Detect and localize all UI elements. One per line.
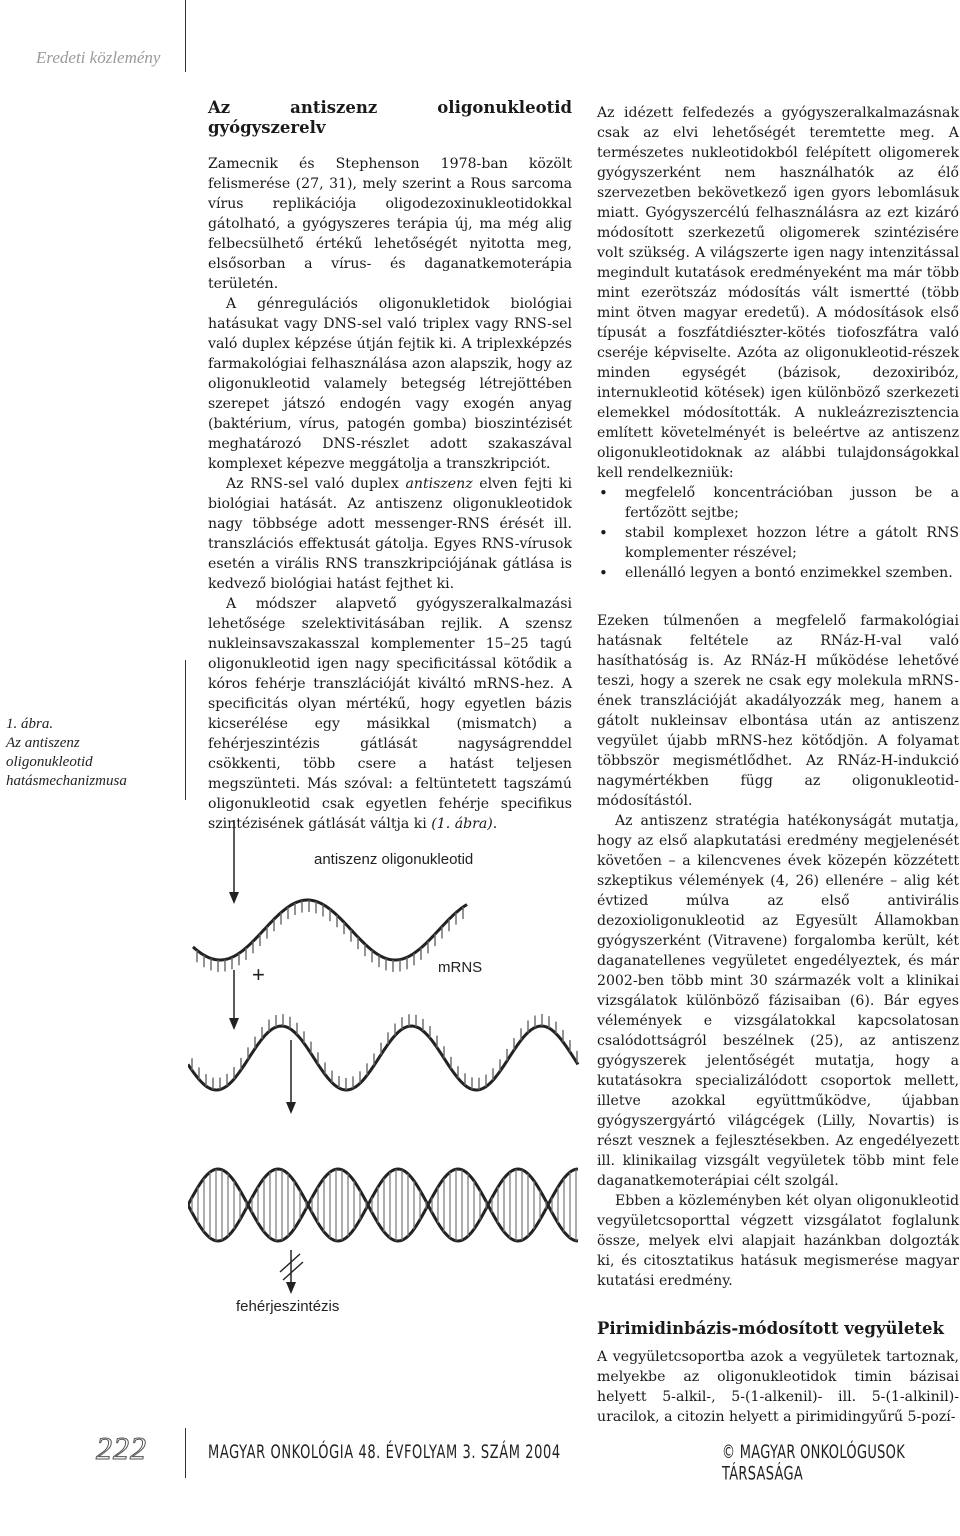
list-item: • stabil komplexet hozzon létre a gátolt RNS komplementer részével; bbox=[625, 523, 959, 563]
list-item: • ellenálló legyen a bontó enzimekkel szemben. bbox=[625, 563, 959, 583]
paragraph: Ezeken túlmenően a megfelelő farmakológiai hatásnak feltétele az RNáz-H-val való hasíthatóság is. Az RNáz-H működése lehetővé teszi, hogy a szerek ne csak egy molekula mRNS-ének transzlációját akadályozzák meg, hanem a gátolt nukleinsav elbontása után az antiszenz vegyület újabb mRNS-hez kötődjön. A folyamat többször megismétlődhet. Az RNáz-H-indukció nagymértékben függ az oligonukleotid-módosítástól. bbox=[597, 613, 959, 809]
antisense-mechanism-figure bbox=[188, 810, 583, 1400]
paragraph: Zamecnik és Stephenson 1978-ban közölt felismerése (27, 31), mely szerint a Rous sarcoma vírus replikációja oligodezoxinukleotidokkal gátolható, a gyógyszeres terápia új, ma még alig felbecsülhető értékű lehetőségét nyitotta meg, elsősorban a vírus- és daganatkemoterápia területén. bbox=[208, 156, 572, 292]
paragraph: Az RNS-sel való duplex antiszenz elven fejti ki biológiai hatását. Az antiszenz oligonukleotidok nagy többsége adott messenger-RNS érését ill. transzlációs effektusát gátolja. Egyes RNS-vírusok esetén a virális RNS transzkripciójának gátlása is kedvező biológiai hatást fejthet ki. bbox=[208, 476, 572, 592]
label-protein-synthesis: fehérjeszintézis bbox=[236, 1298, 340, 1315]
arrow-down-icon bbox=[229, 820, 239, 904]
bullet-list bbox=[597, 483, 959, 583]
middle-column bbox=[208, 98, 572, 834]
copyright: © MAGYAR ONKOLÓGUSOK TÁRSASÁGA bbox=[722, 1442, 906, 1486]
figure-caption bbox=[6, 715, 166, 791]
mrna-strand bbox=[188, 1014, 578, 1090]
right-column bbox=[597, 103, 959, 1427]
journal-info: MAGYAR ONKOLÓGIA 48. ÉVFOLYAM 3. SZÁM 2004 bbox=[208, 1442, 561, 1464]
footer-divider bbox=[185, 1428, 186, 1478]
label-antisense-oligo: antiszenz oligonukleotid bbox=[314, 851, 474, 868]
blocked-arrow-icon bbox=[280, 1250, 303, 1294]
figure-number: 1. ábra. bbox=[6, 716, 54, 732]
section-heading: Az antiszenz oligonukleotid gyógyszerelv bbox=[208, 98, 572, 137]
section-label: Eredeti közlemény bbox=[36, 48, 161, 67]
paragraph: Ebben a közleményben két olyan oligonukleotid vegyületcsoporttal végzett vizsgálatot foglalunk össze, melyek elvi alapjait hazánkban dolgozták ki, és citosztatikus hatásuk megismerése magyar kutatási eredmény. bbox=[597, 1193, 959, 1289]
header-divider bbox=[185, 0, 186, 72]
antisense-oligo-strand bbox=[193, 900, 467, 972]
caption-divider bbox=[185, 660, 186, 800]
figure-caption-line: hatásmechanizmusa bbox=[6, 773, 127, 789]
paragraph: Az antiszenz stratégia hatékonyságát mutatja, hogy az első alapkutatási eredmény megjelenését követően – a kilencvenes évek közepén közzétett szkeptikus vélemények (4, 26) ellenére – alig két évtized múlva az első antivirális dezoxioligonukleotid az Egyesült Államokban gyógyszerként (Vitravene) forgalomba került, két daganatellenes vegyületet engedélyeztek, és már 2002-ben több mint 30 származék volt a klinikai vizsgálatok különböző fázisaiban (6). Bár egyes vélemények e vizsgálatokkal kapcsolatosan csalódottságról beszélnek (25), az antiszenz gyógyszerek jelentőségét mutatja, hogy a kutatásokra specializálódott csoportok mellett, illetve azokkal együttműködve, újabban gyógyszergyártó világcégek (Lilly, Novartis) is részt vesznek a fejlesztésekben. Az engedélyezett ill. klinikailag vizsgált vegyületek több mint fele daganatkemoterápiai célt szolgál. bbox=[597, 813, 959, 1189]
section-heading: Pirimidinbázis-módosított vegyületek bbox=[597, 1319, 944, 1338]
paragraph: A vegyületcsoportba azok a vegyületek tartoznak, melyekbe az oligonukleotidok timin bázisai helyett 5-alkil-, 5-(1-alkenil)- ill. 5-(1-alkinil)-uracilok, a citozin helyett a pirimidingyűrű 5-pozí- bbox=[597, 1349, 959, 1425]
paragraph: Az idézett felfedezés a gyógyszeralkalmazásnak csak az elvi lehetőségét teremtette meg. A természetes nukleotidokból felépített oligomerek gyógyszerként nem használhatók az élő szervezetben bekövetkező igen gyors lebomlásuk miatt. Gyógyszercélú felhasználásra az ezt kizáró módosított szerkezetű oligomerek szintézisére volt szükség. A világszerte igen nagy intenzitással megindult kutatások eredményeként ma már több mint ezerötszáz módosítás vált ismertté (több mint ötven magyar eredetű). A módosítások első típusát a foszfátdiészter-kötés tiofoszfátra való cseréje képviselte. Azóta az oligonukleotid-részek minden egységét (bázisok, dezoxiribóz, internukleotid kötések) igen különböző szerkezeti elemekkel módosították. A nukleázrezisztencia említett követelményét is beleértve az antiszenz oligonukleotidoknak az alábbi tulajdonságokkal kell rendelkezniük: bbox=[597, 105, 959, 481]
paragraph: A módszer alapvető gyógyszeralkalmazási lehetősége szelektivitásában rejlik. A szensz nukleinsavszakasszal komplementer 15–25 tagú oligonukleotid igen nagy specificitással kötődik a kóros fehérje transzlációját kiváltó mRNS-hez. A specificitás olyan mértékű, hogy egyetlen bázis kicserélése egy másikkal (mismatch) a fehérjeszintézis gátlását nagyságrenddel csökkenti, több csere a hatást teljesen megszünteti. Más szóval: a feltüntetett tagszámú oligonukleotid csak egyetlen fehérje specifikus szintézisének gátlását váltja ki (1. ábra). bbox=[208, 596, 572, 832]
arrow-down-icon bbox=[286, 1040, 296, 1114]
figure-caption-line: oligonukleotid bbox=[6, 754, 93, 770]
paragraph: A génregulációs oligonukletidok biológiai hatásukat vagy DNS-sel való triplex vagy RNS-sel való duplex képzése útján fejtik ki. A triplexképzés farmakológiai felhasználása azon alapszik, hogy az oligonukleotid valamely betegség létrejöttében szerepet játszó endogén vagy exogén anyag (baktérium, vírus, patogén gomba) bioszintézisét meghatározó DNS-részlet adott szakaszával komplexet képezve meggátolja a transzkripciót. bbox=[208, 296, 572, 472]
duplex-helix bbox=[188, 1169, 578, 1241]
page-number: 222 bbox=[96, 1430, 147, 1466]
list-item: • megfelelő koncentrációban jusson be a fertőzött sejtbe; bbox=[625, 483, 959, 523]
plus-sign: + bbox=[252, 962, 265, 987]
figure-caption-line: Az antiszenz bbox=[6, 735, 80, 751]
label-mrna: mRNS bbox=[438, 959, 483, 976]
arrow-down-icon bbox=[229, 970, 239, 1030]
